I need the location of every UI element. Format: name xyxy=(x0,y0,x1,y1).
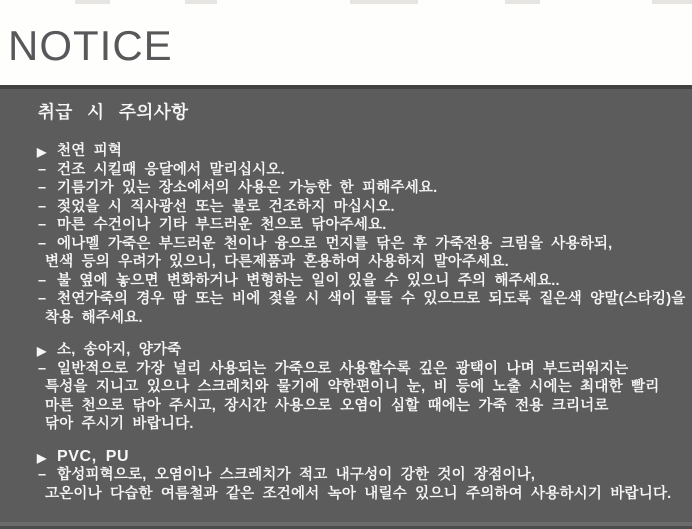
triangle-bullet-icon: ▶ xyxy=(37,344,47,358)
care-instruction-line: – 합성피혁으로, 오염이나 스크레치가 적고 내구성이 강한 것이 장점이나, xyxy=(38,467,536,483)
item-dash: – xyxy=(38,235,47,252)
care-instruction-line: – 불 옆에 놓으면 변화하거나 변형하는 일이 있을 수 있으니 주의 해주세요.. xyxy=(38,272,560,289)
section-title xyxy=(0,341,692,360)
care-instruction-line: – 에나멜 가죽은 부드러운 천이나 융으로 먼지를 닦은 후 가죽전용 크림을 사용하되, xyxy=(38,235,613,252)
section-title xyxy=(0,142,692,161)
triangle-bullet-icon: ▶ xyxy=(37,145,47,159)
section-pvc-pu xyxy=(0,448,692,504)
care-instruction-line: – 젖었을 시 직사광선 또는 불로 건조하지 마십시오. xyxy=(38,198,395,215)
section-title-text: 천연 피혁 xyxy=(57,143,123,159)
care-instruction-line: 마른 천으로 닦아 주시고, 장시간 사용으로 오염이 심할 때에는 가죽 전용 크리너로 xyxy=(45,397,609,414)
page-title: NOTICE xyxy=(8,22,173,69)
section-title xyxy=(0,448,692,467)
section-cow-calf-sheep-leather xyxy=(0,341,692,434)
item-dash: – xyxy=(38,291,47,307)
cropped-content-remnant xyxy=(350,0,418,4)
item-dash: – xyxy=(38,467,47,483)
section-natural-leather xyxy=(0,142,692,327)
care-instruction-line: – 천연가죽의 경우 땀 또는 비에 젖을 시 색이 물들 수 있으므로 되도록 짙은색 양말(스타킹)을 xyxy=(38,291,686,307)
care-instruction-line: 고온이나 다습한 여름철과 같은 조건에서 녹아 내릴수 있으니 주의하여 사용하시기 바랍니다. xyxy=(45,485,672,502)
cropped-content-remnant xyxy=(75,0,110,4)
care-instruction-line: 특성을 지니고 있으나 스크레치와 물기에 약한편이니 눈, 비 등에 노출 시에는 최대한 빨리 xyxy=(45,379,660,395)
item-dash: – xyxy=(38,217,47,233)
cropped-content-remnant xyxy=(185,0,217,4)
care-instruction-line: 착용 해주세요. xyxy=(45,309,143,326)
cropped-content-remnant xyxy=(652,0,692,4)
item-dash: – xyxy=(38,272,47,289)
cropped-content-remnant xyxy=(505,0,540,4)
item-dash: – xyxy=(38,180,47,196)
triangle-bullet-icon: ▶ xyxy=(37,450,47,465)
care-instruction-line: 닦아 주시기 바랍니다. xyxy=(45,416,194,432)
panel-heading: 취급 시 주의사항 xyxy=(38,102,189,122)
care-instruction-line: – 일반적으로 가장 널리 사용되는 가죽으로 사용할수록 깊은 광택이 나며 부드러워지는 xyxy=(38,360,629,377)
care-instructions-panel xyxy=(0,85,692,529)
section-title-text: PVC, PU xyxy=(57,447,130,465)
item-dash: – xyxy=(38,198,47,215)
section-title-text: 소, 송아지, 양가죽 xyxy=(57,342,182,358)
care-instruction-line: – 기름기가 있는 장소에서의 사용은 가능한 한 피해주세요. xyxy=(38,180,438,196)
item-dash: – xyxy=(38,360,47,377)
care-instruction-line: – 마른 수건이나 기타 부드러운 천으로 닦아주세요. xyxy=(38,217,387,233)
item-dash: – xyxy=(38,161,47,178)
care-instruction-line: – 건조 시킬때 응달에서 말리십시오. xyxy=(38,161,285,178)
care-instruction-line: 변색 등의 우려가 있으니, 다른제품과 혼용하여 사용하지 말아주세요. xyxy=(45,254,509,270)
